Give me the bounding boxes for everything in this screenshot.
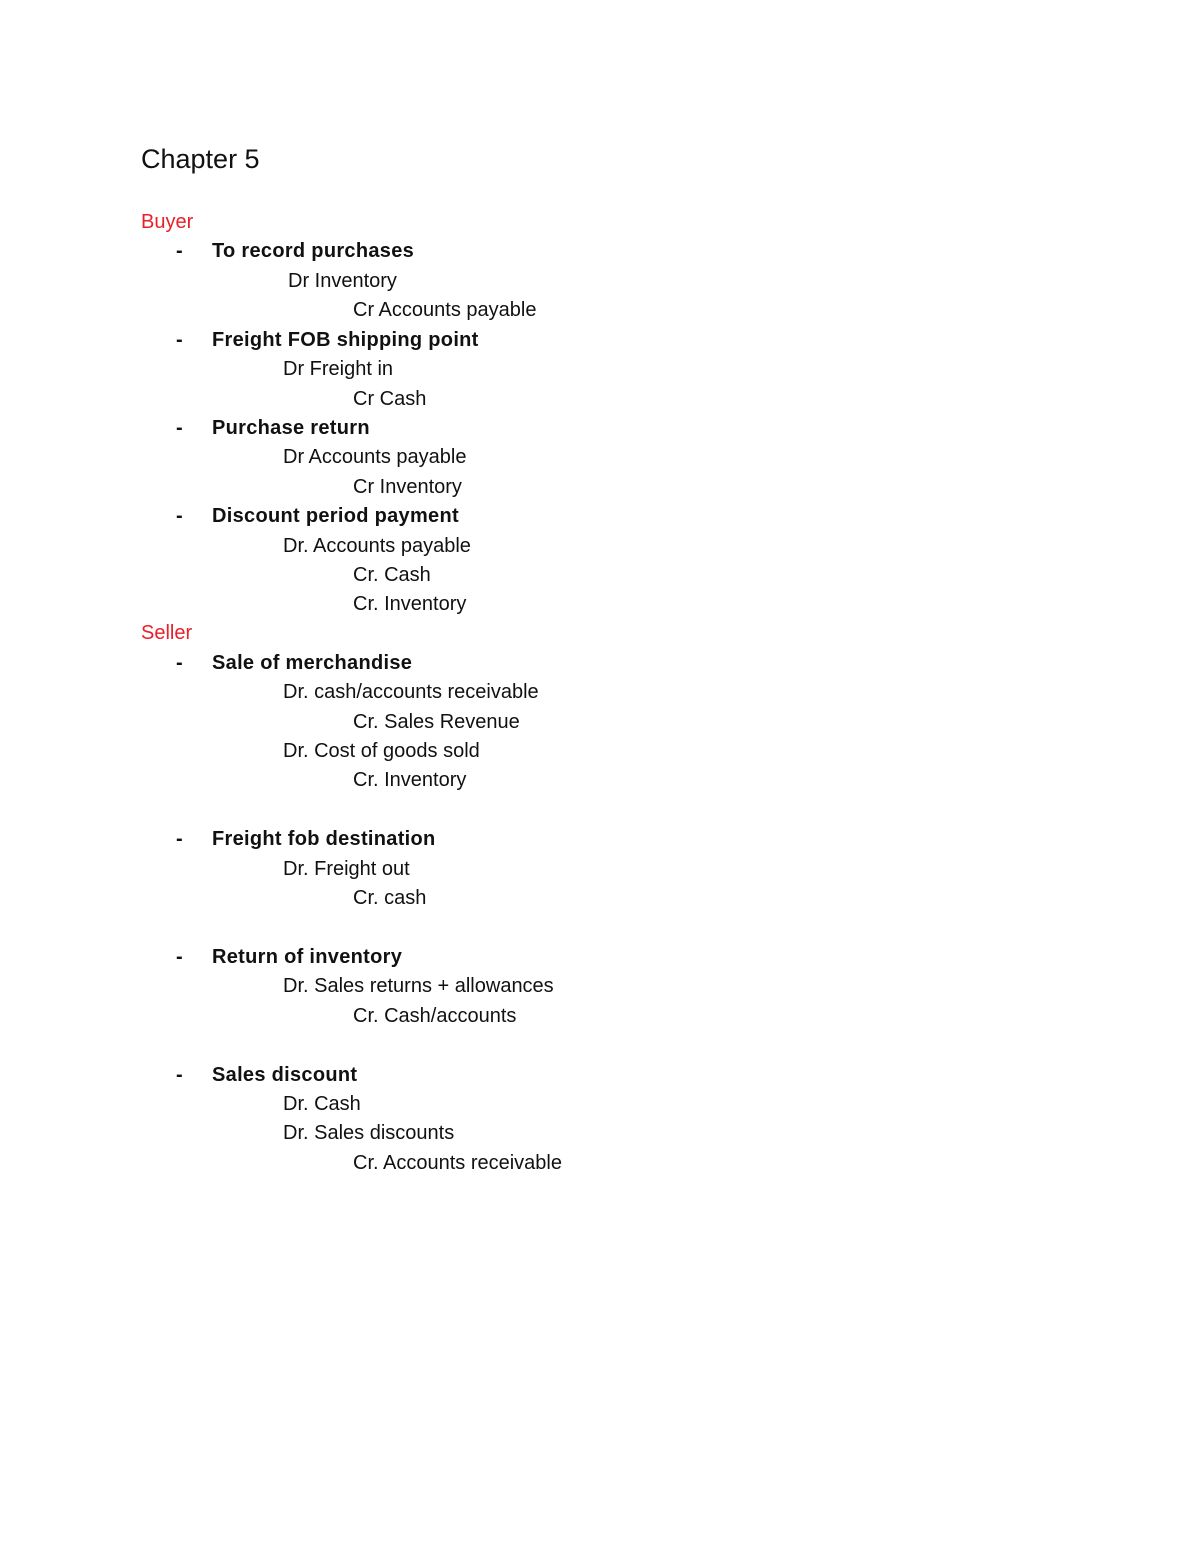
debit-line: Dr. cash/accounts receivable [283, 681, 539, 703]
credit-line: Cr. cash [353, 887, 427, 909]
debit-line: Dr. Freight out [283, 858, 410, 880]
credit-line: Cr. Cash [353, 564, 431, 586]
credit-line: Cr Inventory [353, 476, 462, 498]
item-heading-purchase-return: Purchase return [212, 417, 370, 439]
bullet-dash: - [176, 329, 183, 351]
debit-line: Dr Freight in [283, 358, 394, 380]
credit-line: Cr. Accounts receivable [353, 1152, 562, 1174]
credit-line: Cr. Cash/accounts [353, 1005, 517, 1027]
item-heading-freight-fob-destination: Freight fob destination [212, 828, 436, 850]
bullet-dash: - [176, 828, 183, 850]
credit-line: Cr Cash [353, 388, 427, 410]
bullet-dash: - [176, 240, 183, 262]
debit-line: Dr Inventory [288, 270, 397, 292]
credit-line: Cr. Inventory [353, 769, 467, 791]
item-heading-discount-period-payment: Discount period payment [212, 505, 459, 527]
bullet-dash: - [176, 1064, 183, 1086]
section-buyer-label: Buyer [141, 211, 194, 233]
bullet-dash: - [176, 652, 183, 674]
credit-line: Cr Accounts payable [353, 299, 537, 321]
debit-line: Dr Accounts payable [283, 446, 467, 468]
credit-line: Cr. Sales Revenue [353, 711, 520, 733]
page-title: Chapter 5 [141, 144, 260, 174]
item-heading-return-of-inventory: Return of inventory [212, 946, 403, 968]
item-heading-freight-fob-shipping: Freight FOB shipping point [212, 329, 479, 351]
debit-line: Dr. Sales returns + allowances [283, 975, 554, 997]
debit-line: Dr. Cost of goods sold [283, 740, 480, 762]
debit-line: Dr. Cash [283, 1093, 361, 1115]
credit-line: Cr. Inventory [353, 593, 467, 615]
bullet-dash: - [176, 946, 183, 968]
section-seller-label: Seller [141, 622, 193, 644]
bullet-dash: - [176, 505, 183, 527]
debit-line: Dr. Accounts payable [283, 535, 471, 557]
bullet-dash: - [176, 417, 183, 439]
item-heading-sales-discount: Sales discount [212, 1064, 358, 1086]
debit-line: Dr. Sales discounts [283, 1122, 455, 1144]
item-heading-record-purchases: To record purchases [212, 240, 415, 262]
item-heading-sale-of-merchandise: Sale of merchandise [212, 652, 413, 674]
